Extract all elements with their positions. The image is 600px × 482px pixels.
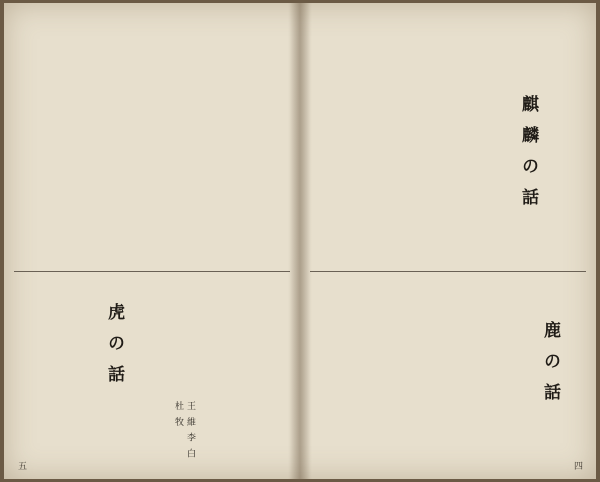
story-body-kirin <box>312 13 512 263</box>
story-title-kirin: 麒麟の話 <box>518 95 538 219</box>
story-body-shika <box>312 281 530 469</box>
intro-text <box>546 13 580 73</box>
poem-authors: 王 維 李 白 杜 牧 <box>173 401 195 460</box>
page-number: 四 <box>574 462 584 472</box>
section-divider <box>310 271 586 272</box>
kirin-story-continued <box>18 33 284 265</box>
book-spread <box>4 3 596 479</box>
story-body-tora <box>16 281 100 467</box>
story-title-tora: 虎の話 <box>104 303 124 396</box>
left-page <box>4 3 300 479</box>
story-title-shika: 鹿の話 <box>540 321 560 414</box>
right-page <box>300 3 596 479</box>
page-number: 五 <box>18 462 28 472</box>
section-divider <box>14 271 290 272</box>
book-gutter <box>288 3 312 479</box>
